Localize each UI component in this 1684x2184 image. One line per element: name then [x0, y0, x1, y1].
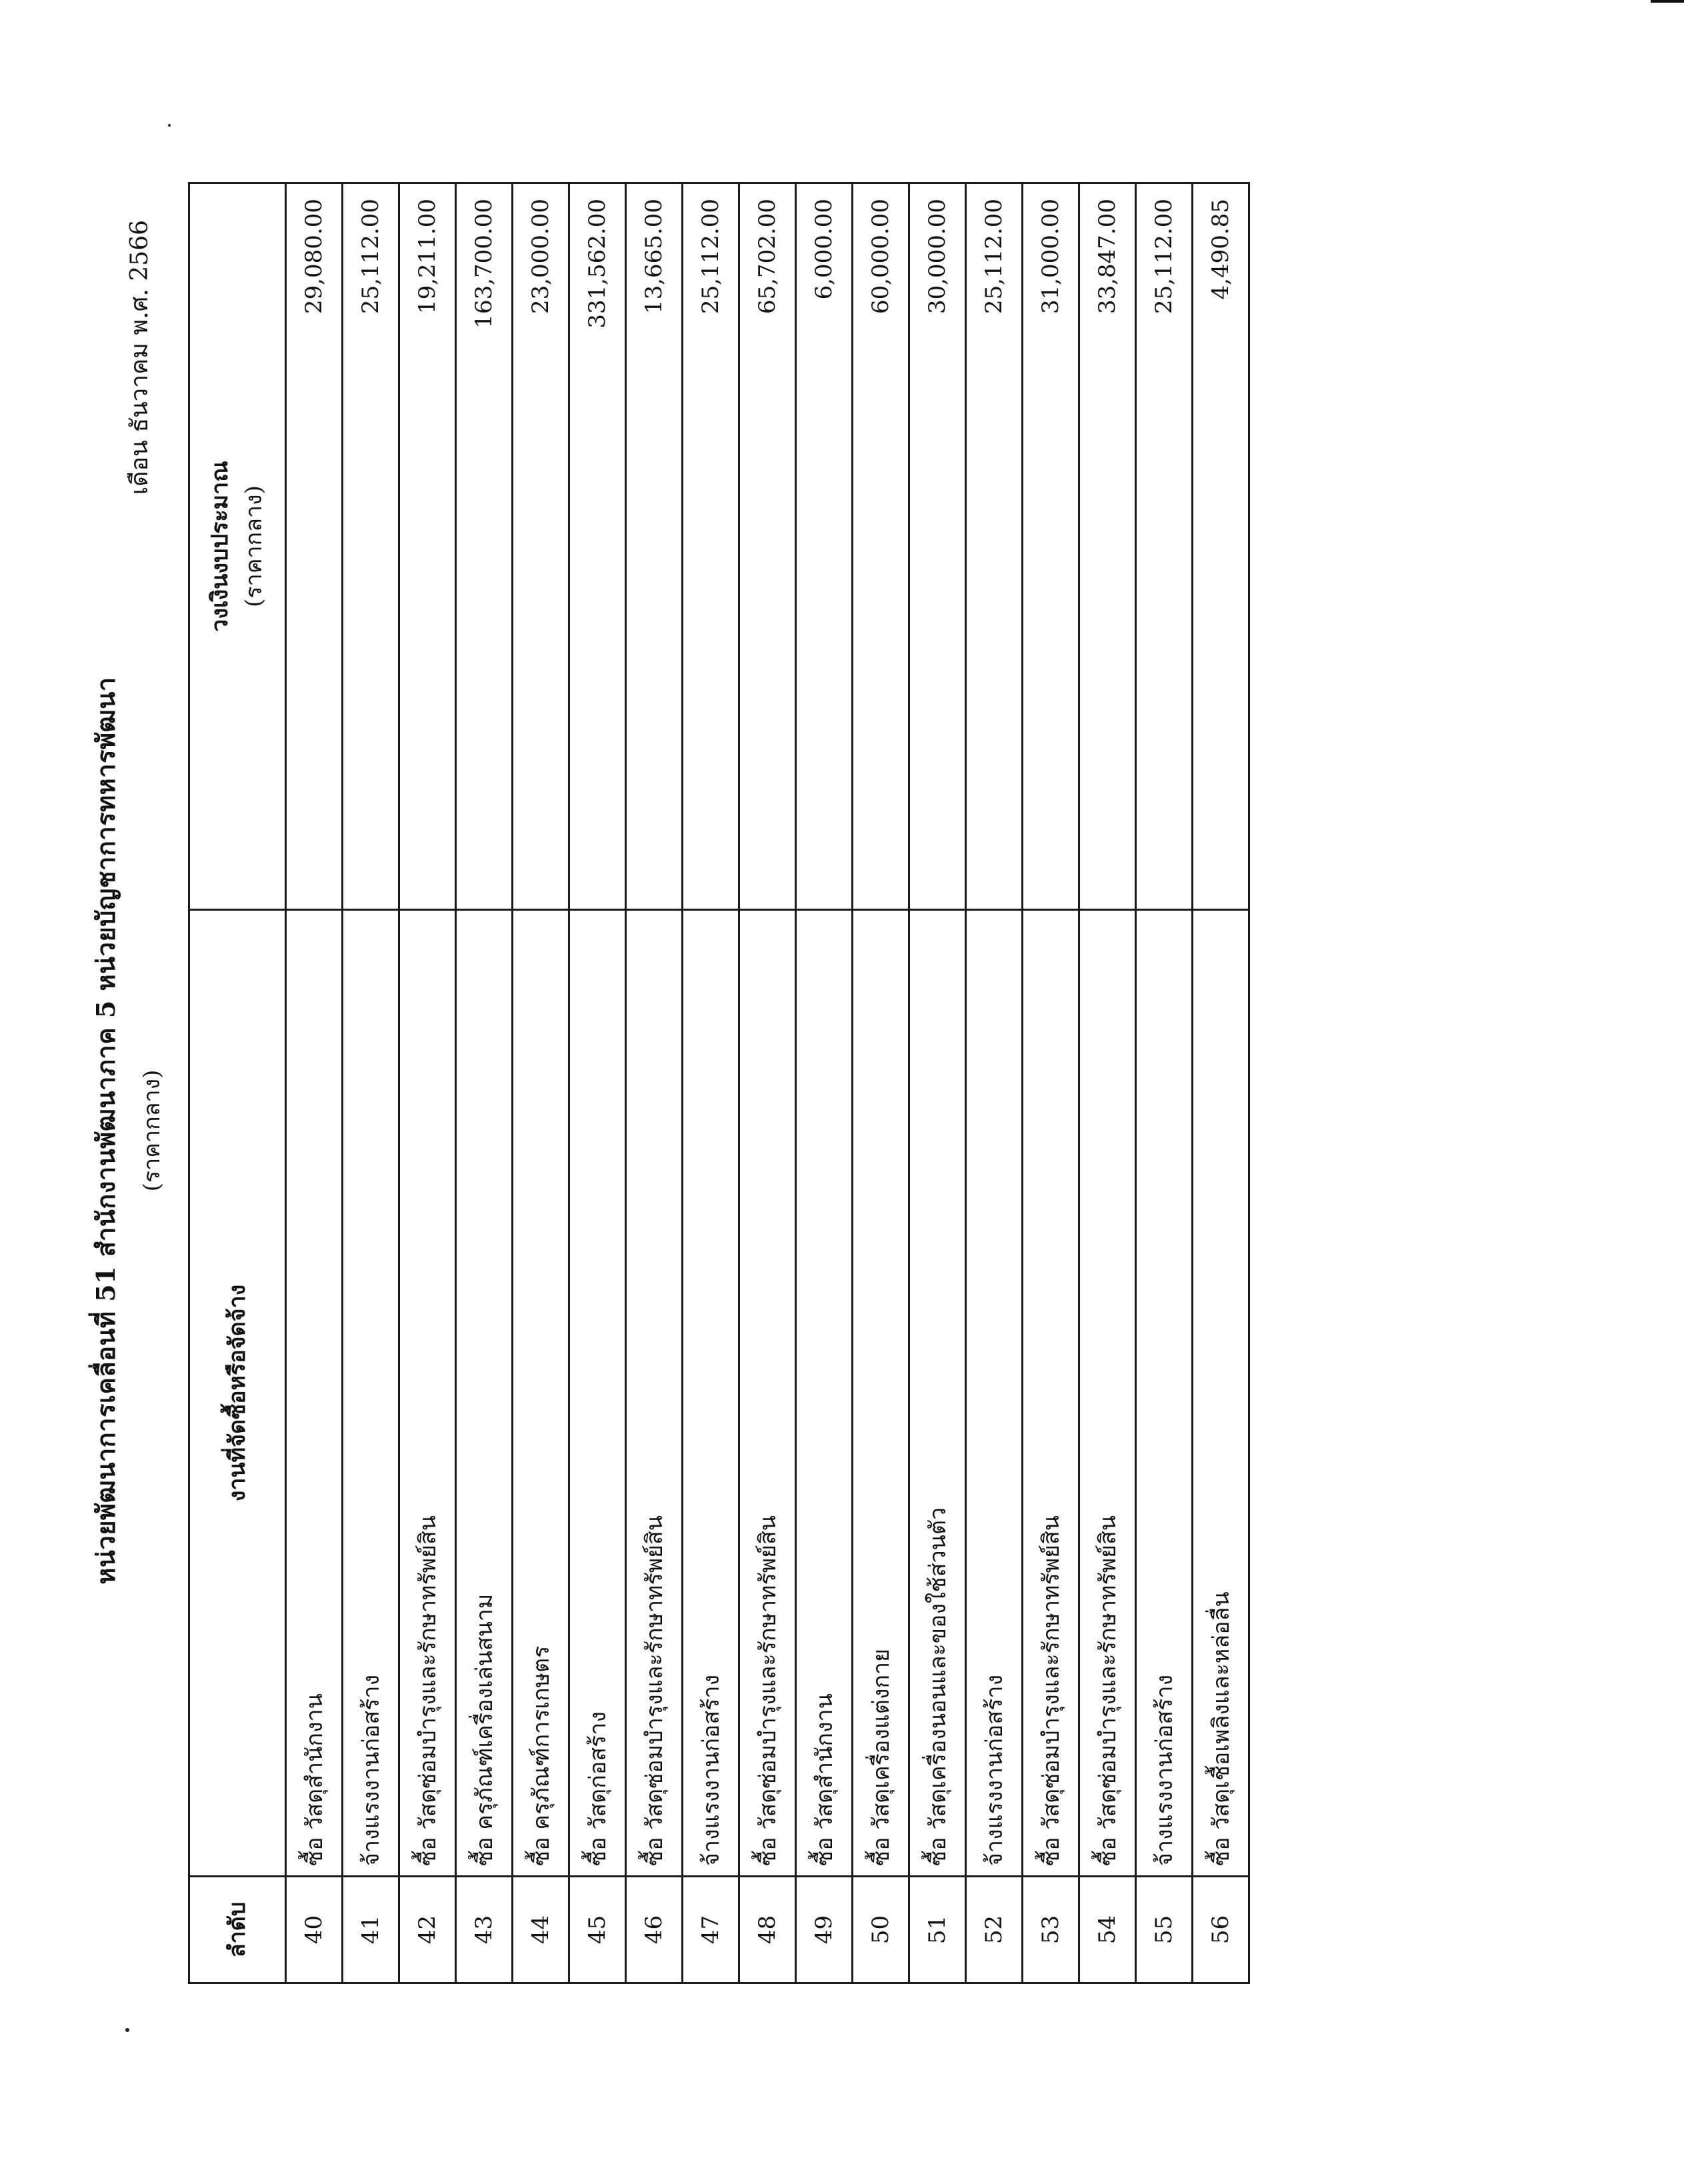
document-title: หน่วยพัฒนาการเคลื่อนที่ 51 สำนักงานพัฒนาภาค 5 หน่วยบัญชาการทหารพัฒนา [91, 677, 121, 1585]
row-index: 50 [853, 1877, 909, 1983]
header-budget-label: วงเงินงบประมาณ [207, 461, 233, 632]
row-budget: 23,000.00 [513, 183, 569, 910]
row-index: 46 [626, 1877, 683, 1983]
row-budget: 25,112.00 [966, 183, 1023, 910]
row-index: 47 [683, 1877, 739, 1983]
row-item: ซื้อ วัสดุเชื้อเพลิงและหล่อลื่น [1193, 910, 1249, 1877]
table-row [853, 183, 909, 1983]
row-index: 43 [456, 1877, 513, 1983]
row-budget: 60,000.00 [853, 183, 909, 910]
row-item: ซื้อ วัสดุซ่อมบำรุงและรักษาทรัพย์สิน [399, 910, 456, 1877]
row-item: ซื้อ วัสดุซ่อมบำรุงและรักษาทรัพย์สิน [1079, 910, 1136, 1877]
row-budget: 163,700.00 [456, 183, 513, 910]
row-budget: 30,000.00 [909, 183, 966, 910]
row-item: ซื้อ วัสดุซ่อมบำรุงและรักษาทรัพย์สิน [626, 910, 683, 1877]
row-index: 49 [796, 1877, 853, 1983]
row-item: ซื้อ วัสดุเครื่องนอนและของใช้ส่วนตัว [909, 910, 966, 1877]
row-budget: 25,112.00 [1136, 183, 1193, 910]
row-budget: 13,665.00 [626, 183, 683, 910]
table-row [286, 183, 343, 1983]
table-row [796, 183, 853, 1983]
table-row [909, 183, 966, 1983]
row-index: 55 [1136, 1877, 1193, 1983]
row-budget: 25,112.00 [343, 183, 399, 910]
row-item: ซื้อ วัสดุซ่อมบำรุงและรักษาทรัพย์สิน [739, 910, 796, 1877]
row-budget: 33,847.00 [1079, 183, 1136, 910]
row-item: จ้างแรงงานก่อสร้าง [1136, 910, 1193, 1877]
table-body [286, 183, 1249, 1983]
table-row [1193, 183, 1249, 1983]
row-item: จ้างแรงงานก่อสร้าง [343, 910, 399, 1877]
row-index: 56 [1193, 1877, 1249, 1983]
row-item: จ้างแรงงานก่อสร้าง [966, 910, 1023, 1877]
row-budget: 331,562.00 [569, 183, 626, 910]
row-budget: 29,080.00 [286, 183, 343, 910]
row-index: 45 [569, 1877, 626, 1983]
row-item: จ้างแรงงานก่อสร้าง [683, 910, 739, 1877]
row-budget: 31,000.00 [1023, 183, 1079, 910]
row-budget: 4,490.85 [1193, 183, 1249, 910]
table-header [189, 183, 286, 1983]
row-item: ซื้อ วัสดุสำนักงาน [796, 910, 853, 1877]
header-index: ลำดับ [189, 1877, 286, 1983]
row-index: 42 [399, 1877, 456, 1983]
header-budget-note: (ราคากลาง) [241, 485, 267, 607]
table-row [966, 183, 1023, 1983]
row-index: 40 [286, 1877, 343, 1983]
row-item: ซื้อ วัสดุซ่อมบำรุงและรักษาทรัพย์สิน [1023, 910, 1079, 1877]
row-index: 51 [909, 1877, 966, 1983]
table-row [626, 183, 683, 1983]
row-index: 52 [966, 1877, 1023, 1983]
row-item: ซื้อ ครุภัณฑ์การเกษตร [513, 910, 569, 1877]
header-budget [189, 183, 286, 910]
row-index: 54 [1079, 1877, 1136, 1983]
row-item: ซื้อ วัสดุก่อสร้าง [569, 910, 626, 1877]
row-index: 48 [739, 1877, 796, 1983]
row-budget: 6,000.00 [796, 183, 853, 910]
row-index: 53 [1023, 1877, 1079, 1983]
table-row [683, 183, 739, 1983]
table-row [343, 183, 399, 1983]
table-row [1136, 183, 1193, 1983]
document-month: เดือน ธันวาคม พ.ศ. 2566 [126, 220, 153, 495]
row-budget: 19,211.00 [399, 183, 456, 910]
table-row [513, 183, 569, 1983]
table-row [1079, 183, 1136, 1983]
row-item: ซื้อ ครุภัณฑ์เครื่องเล่นสนาม [456, 910, 513, 1877]
row-budget: 25,112.00 [683, 183, 739, 910]
row-item: ซื้อ วัสดุเครื่องแต่งกาย [853, 910, 909, 1877]
table-row [569, 183, 626, 1983]
row-index: 41 [343, 1877, 399, 1983]
procurement-table [188, 182, 1250, 1984]
table-row [399, 183, 456, 1983]
row-index: 44 [513, 1877, 569, 1983]
row-item: ซื้อ วัสดุสำนักงาน [286, 910, 343, 1877]
table-row [1023, 183, 1079, 1983]
document-subtitle: (ราคากลาง) [139, 1069, 165, 1192]
header-item: งานที่จัดซื้อหรือจัดจ้าง [189, 910, 286, 1877]
table-row [456, 183, 513, 1983]
row-budget: 65,702.00 [739, 183, 796, 910]
table-row [739, 183, 796, 1983]
